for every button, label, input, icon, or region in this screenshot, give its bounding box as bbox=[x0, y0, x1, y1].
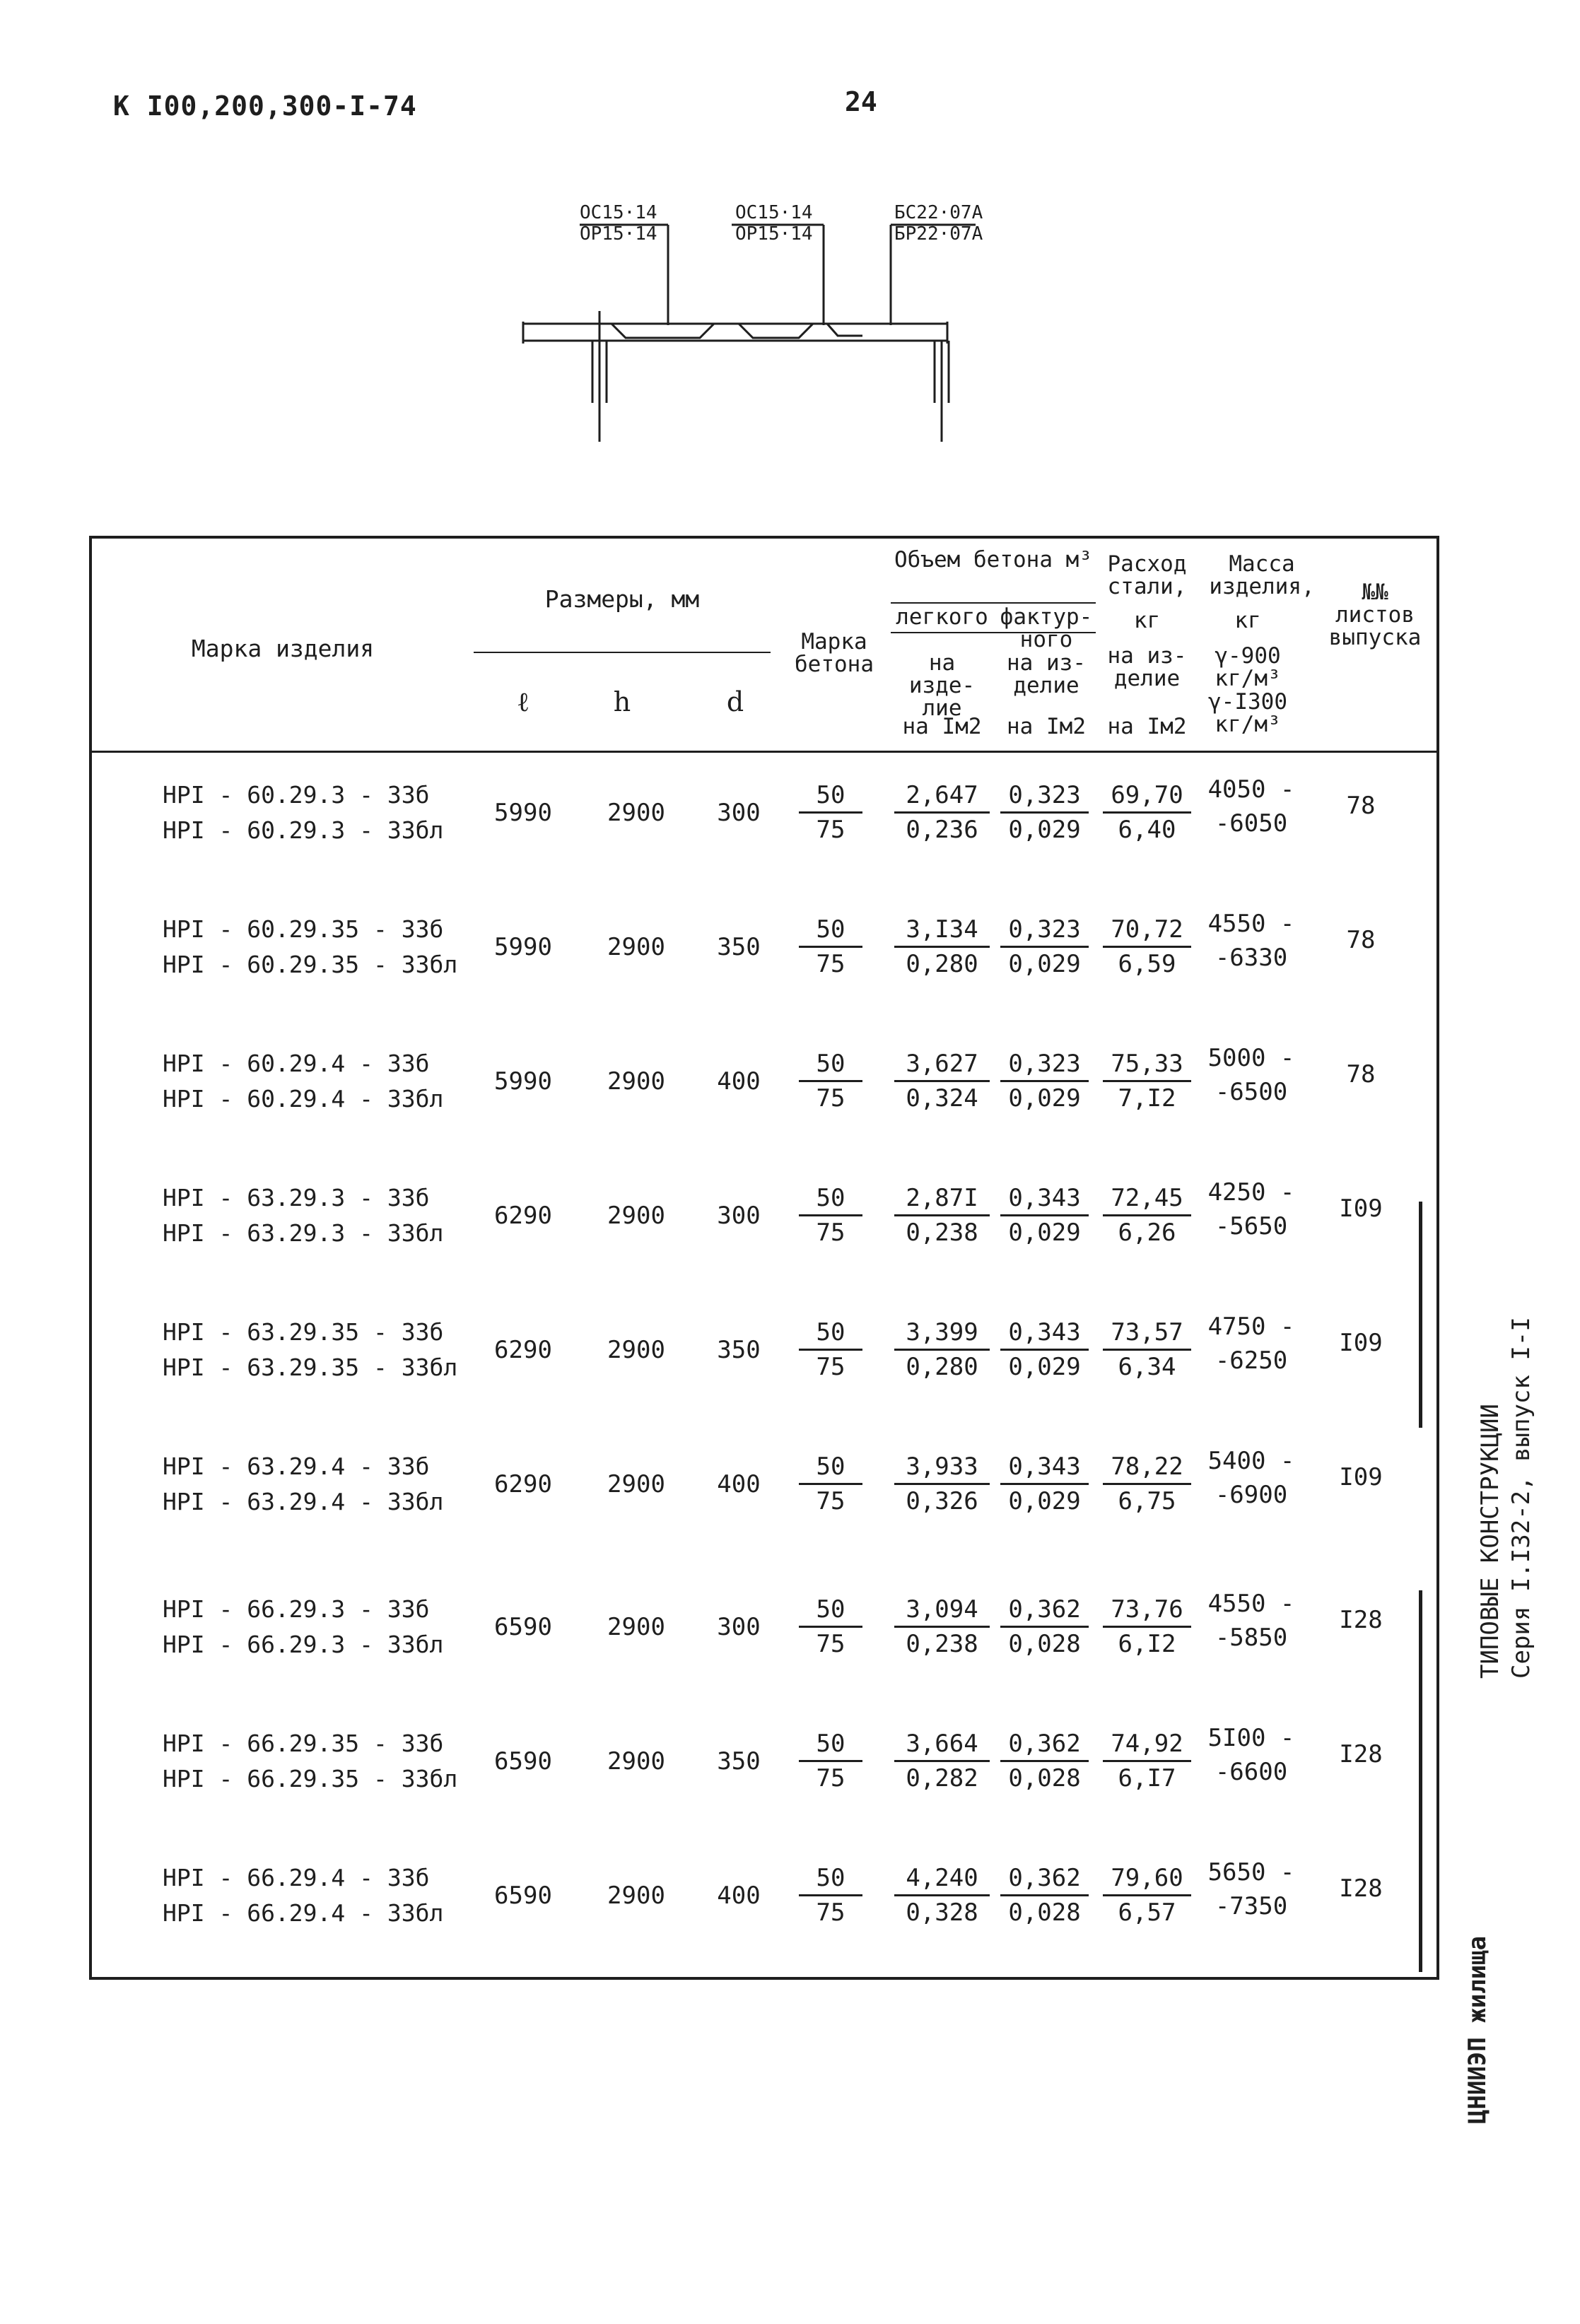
light-volume-per-m2: 0,238 bbox=[906, 1219, 978, 1247]
light-volume-per-item: 3,I34 bbox=[894, 913, 990, 948]
grade-fraction bbox=[799, 1727, 862, 1795]
side-title: ТИПОВЫЕ КОНСТРУКЦИИ bbox=[1476, 1404, 1504, 1679]
size-h: 2900 bbox=[607, 1470, 665, 1498]
light-volume-per-item: 3,627 bbox=[894, 1047, 990, 1082]
grade-per-item: 50 bbox=[799, 1593, 862, 1628]
light-volume-fraction bbox=[894, 1047, 990, 1115]
header-steel-m2: на Iм2 bbox=[1107, 714, 1187, 739]
steel-per-m2: 7,I2 bbox=[1118, 1084, 1176, 1113]
product-mark-l: НРI - 66.29.4 - 33бл bbox=[163, 1899, 444, 1927]
side-series: Серия I.I32-2, выпуск I-I bbox=[1507, 1317, 1535, 1679]
product-mark-l: НРI - 63.29.4 - 33бл bbox=[163, 1488, 444, 1515]
sheet-number: 78 bbox=[1346, 926, 1376, 954]
grade-fraction bbox=[799, 1450, 862, 1518]
light-volume-fraction bbox=[894, 779, 990, 846]
mass-min: 5650 - bbox=[1207, 1858, 1295, 1886]
steel-per-item: 73,76 bbox=[1103, 1593, 1191, 1628]
steel-fraction bbox=[1103, 779, 1191, 846]
sheet-number: I09 bbox=[1339, 1195, 1383, 1223]
size-h: 2900 bbox=[607, 1882, 665, 1910]
mass-max: -6050 bbox=[1215, 809, 1288, 838]
light-volume-per-item: 2,87I bbox=[894, 1182, 990, 1216]
finish-volume-per-m2: 0,029 bbox=[1008, 816, 1081, 844]
mass-max: -5850 bbox=[1215, 1624, 1288, 1652]
size-l: 6290 bbox=[494, 1470, 552, 1498]
size-h: 2900 bbox=[607, 799, 665, 827]
header-h: h bbox=[613, 686, 631, 717]
grade-per-item: 50 bbox=[799, 1182, 862, 1216]
light-volume-per-item: 3,933 bbox=[894, 1450, 990, 1485]
size-h: 2900 bbox=[607, 1202, 665, 1230]
size-l: 6290 bbox=[494, 1336, 552, 1364]
product-mark-l: НРI - 60.29.4 - 33бл bbox=[163, 1085, 444, 1113]
mass-max: -6600 bbox=[1215, 1758, 1288, 1786]
finish-volume-per-item: 0,343 bbox=[1000, 1182, 1089, 1216]
light-volume-fraction bbox=[894, 1727, 990, 1795]
header-per-item: на изде-лие bbox=[908, 650, 976, 721]
size-d: 300 bbox=[717, 1202, 761, 1230]
steel-fraction bbox=[1103, 1593, 1191, 1660]
light-volume-per-item: 3,664 bbox=[894, 1727, 990, 1762]
volume-underline bbox=[891, 602, 1096, 604]
steel-per-m2: 6,57 bbox=[1118, 1898, 1176, 1927]
grade-fraction bbox=[799, 1862, 862, 1929]
finish-volume-per-item: 0,362 bbox=[1000, 1727, 1089, 1762]
light-volume-per-m2: 0,236 bbox=[906, 816, 978, 844]
size-l: 5990 bbox=[494, 1067, 552, 1096]
sizes-underline bbox=[474, 652, 771, 653]
size-l: 6590 bbox=[494, 1613, 552, 1641]
steel-fraction bbox=[1103, 1316, 1191, 1383]
diagram-label-1: ОС15·14 ОР15·14 bbox=[580, 202, 657, 245]
finish-volume-fraction bbox=[1000, 779, 1089, 846]
product-mark: НРI - 66.29.4 - 33б bbox=[163, 1864, 430, 1891]
header-mass-unit: кг bbox=[1234, 608, 1261, 633]
header-per-m2: на Iм2 bbox=[902, 714, 982, 739]
grade-per-item: 50 bbox=[799, 913, 862, 948]
header-steel-unit: кг bbox=[1133, 608, 1161, 633]
header-per-item-finish: на из-делие bbox=[1007, 650, 1086, 698]
finish-volume-fraction bbox=[1000, 1593, 1089, 1660]
header-sheets: №№ листов выпуска bbox=[1328, 580, 1422, 650]
light-volume-fraction bbox=[894, 1862, 990, 1929]
light-volume-per-m2: 0,328 bbox=[906, 1898, 978, 1927]
light-volume-fraction bbox=[894, 1182, 990, 1249]
finish-volume-fraction bbox=[1000, 1862, 1089, 1929]
grade-per-m2: 75 bbox=[816, 1898, 845, 1927]
product-mark: НРI - 63.29.3 - 33б bbox=[163, 1184, 430, 1211]
size-l: 6290 bbox=[494, 1202, 552, 1230]
light-volume-per-item: 3,399 bbox=[894, 1316, 990, 1351]
product-mark-l: НРI - 63.29.35 - 33бл bbox=[163, 1354, 458, 1381]
light-volume-per-item: 2,647 bbox=[894, 779, 990, 814]
size-l: 6590 bbox=[494, 1882, 552, 1910]
size-h: 2900 bbox=[607, 1067, 665, 1096]
steel-fraction bbox=[1103, 1047, 1191, 1115]
size-d: 300 bbox=[717, 1613, 761, 1641]
grade-per-item: 50 bbox=[799, 1316, 862, 1351]
product-mark-l: НРI - 60.29.3 - 33бл bbox=[163, 816, 444, 844]
mass-min: 4750 - bbox=[1207, 1313, 1295, 1341]
mass-min: 4550 - bbox=[1207, 910, 1295, 938]
grade-per-m2: 75 bbox=[816, 1630, 845, 1658]
size-d: 400 bbox=[717, 1067, 761, 1096]
header-finish: фактур-ного bbox=[1000, 604, 1093, 652]
diagram-label-3: БС22·07А БР22·07А bbox=[894, 202, 983, 245]
finish-volume-fraction bbox=[1000, 1316, 1089, 1383]
grade-per-item: 50 bbox=[799, 1047, 862, 1082]
grade-fraction bbox=[799, 1182, 862, 1249]
finish-volume-per-item: 0,323 bbox=[1000, 913, 1089, 948]
header-light: легкого bbox=[896, 604, 988, 630]
finish-volume-per-m2: 0,028 bbox=[1008, 1898, 1081, 1927]
steel-per-item: 69,70 bbox=[1103, 779, 1191, 814]
finish-volume-per-item: 0,323 bbox=[1000, 1047, 1089, 1082]
header-mass-g1: γ-900 кг/м³ bbox=[1215, 643, 1281, 691]
grade-per-item: 50 bbox=[799, 779, 862, 814]
finish-volume-fraction bbox=[1000, 1182, 1089, 1249]
size-d: 400 bbox=[717, 1470, 761, 1498]
product-mark-l: НРI - 60.29.35 - 33бл bbox=[163, 951, 458, 978]
finish-volume-fraction bbox=[1000, 1047, 1089, 1115]
grade-per-m2: 75 bbox=[816, 1487, 845, 1515]
steel-per-item: 78,22 bbox=[1103, 1450, 1191, 1485]
light-volume-per-m2: 0,280 bbox=[906, 950, 978, 978]
finish-volume-per-item: 0,343 bbox=[1000, 1450, 1089, 1485]
steel-per-item: 75,33 bbox=[1103, 1047, 1191, 1082]
sheet-number: I09 bbox=[1339, 1329, 1383, 1357]
size-d: 350 bbox=[717, 1336, 761, 1364]
size-h: 2900 bbox=[607, 933, 665, 961]
header-d: d bbox=[726, 686, 744, 717]
steel-per-m2: 6,I7 bbox=[1118, 1764, 1176, 1792]
mass-min: 5400 - bbox=[1207, 1447, 1295, 1475]
light-volume-fraction bbox=[894, 1316, 990, 1383]
grade-per-m2: 75 bbox=[816, 1219, 845, 1247]
finish-volume-fraction bbox=[1000, 1450, 1089, 1518]
side-divider-bottom bbox=[1419, 1590, 1422, 1972]
mass-min: 4250 - bbox=[1207, 1178, 1295, 1207]
steel-per-item: 79,60 bbox=[1103, 1862, 1191, 1896]
grade-fraction bbox=[799, 779, 862, 846]
size-l: 5990 bbox=[494, 799, 552, 827]
side-institute: ЦНИИЭП жилища bbox=[1463, 1935, 1492, 2124]
header-sizes: Размеры, мм bbox=[544, 585, 700, 613]
size-l: 5990 bbox=[494, 933, 552, 961]
steel-per-m2: 6,59 bbox=[1118, 950, 1176, 978]
grade-per-m2: 75 bbox=[816, 816, 845, 844]
grade-per-item: 50 bbox=[799, 1862, 862, 1896]
header-bottom-line bbox=[92, 751, 1436, 753]
steel-per-m2: 6,26 bbox=[1118, 1219, 1176, 1247]
light-volume-per-m2: 0,238 bbox=[906, 1630, 978, 1658]
steel-per-m2: 6,75 bbox=[1118, 1487, 1176, 1515]
mass-min: 4050 - bbox=[1207, 775, 1295, 804]
data-table bbox=[89, 536, 1439, 1980]
finish-volume-per-m2: 0,028 bbox=[1008, 1630, 1081, 1658]
grade-fraction bbox=[799, 1593, 862, 1660]
header-per-m2-finish: на Iм2 bbox=[1007, 714, 1086, 739]
mass-max: -5650 bbox=[1215, 1212, 1288, 1240]
steel-per-m2: 6,34 bbox=[1118, 1353, 1176, 1381]
finish-volume-per-item: 0,343 bbox=[1000, 1316, 1089, 1351]
finish-volume-per-m2: 0,029 bbox=[1008, 1219, 1081, 1247]
mass-min: 5000 - bbox=[1207, 1044, 1295, 1072]
product-mark: НРI - 60.29.3 - 33б bbox=[163, 781, 430, 809]
header-volume: Объем бетона м³ bbox=[894, 547, 1092, 573]
product-mark: НРI - 60.29.4 - 33б bbox=[163, 1050, 430, 1077]
header-mass-g2: γ-I300 кг/м³ bbox=[1208, 689, 1287, 737]
light-volume-per-item: 4,240 bbox=[894, 1862, 990, 1896]
steel-per-m2: 6,I2 bbox=[1118, 1630, 1176, 1658]
product-mark-l: НРI - 66.29.3 - 33бл bbox=[163, 1631, 444, 1658]
light-volume-per-item: 3,094 bbox=[894, 1593, 990, 1628]
light-volume-fraction bbox=[894, 1450, 990, 1518]
mass-min: 4550 - bbox=[1207, 1590, 1295, 1618]
finish-volume-per-m2: 0,029 bbox=[1008, 1487, 1081, 1515]
sheet-number: 78 bbox=[1346, 792, 1376, 820]
sheet-number: I28 bbox=[1339, 1740, 1383, 1768]
light-volume-per-m2: 0,282 bbox=[906, 1764, 978, 1792]
sheet-number: I09 bbox=[1339, 1463, 1383, 1491]
header-steel: Расход стали, bbox=[1107, 551, 1187, 599]
light-volume-per-m2: 0,280 bbox=[906, 1353, 978, 1381]
size-d: 400 bbox=[717, 1882, 761, 1910]
document-code: К I00,200,300-I-74 bbox=[113, 90, 417, 122]
header-mark: Марка изделия bbox=[191, 635, 375, 662]
grade-fraction bbox=[799, 913, 862, 980]
grade-per-m2: 75 bbox=[816, 1084, 845, 1113]
size-d: 350 bbox=[717, 1747, 761, 1776]
steel-fraction bbox=[1103, 1182, 1191, 1249]
sheet-number: I28 bbox=[1339, 1606, 1383, 1634]
size-h: 2900 bbox=[607, 1613, 665, 1641]
header-mass: Масса изделия, bbox=[1209, 551, 1315, 599]
steel-fraction bbox=[1103, 1862, 1191, 1929]
light-volume-fraction bbox=[894, 1593, 990, 1660]
steel-per-item: 70,72 bbox=[1103, 913, 1191, 948]
sheet-number: 78 bbox=[1346, 1060, 1376, 1088]
mass-max: -6900 bbox=[1215, 1481, 1288, 1509]
finish-volume-per-item: 0,362 bbox=[1000, 1862, 1089, 1896]
product-mark-l: НРI - 66.29.35 - 33бл bbox=[163, 1765, 458, 1792]
steel-per-item: 72,45 bbox=[1103, 1182, 1191, 1216]
grade-per-item: 50 bbox=[799, 1727, 862, 1762]
finish-volume-fraction bbox=[1000, 1727, 1089, 1795]
header-steel-item: на из-делие bbox=[1107, 643, 1187, 691]
size-l: 6590 bbox=[494, 1747, 552, 1776]
page-number: 24 bbox=[845, 86, 877, 117]
product-mark: НРI - 66.29.35 - 33б bbox=[163, 1730, 444, 1757]
light-volume-per-m2: 0,324 bbox=[906, 1084, 978, 1113]
steel-per-m2: 6,40 bbox=[1118, 816, 1176, 844]
light-volume-fraction bbox=[894, 913, 990, 980]
product-mark: НРI - 60.29.35 - 33б bbox=[163, 915, 444, 943]
header-l: ℓ bbox=[516, 686, 530, 717]
product-mark: НРI - 63.29.35 - 33б bbox=[163, 1318, 444, 1346]
steel-per-item: 73,57 bbox=[1103, 1316, 1191, 1351]
mass-min: 5I00 - bbox=[1207, 1724, 1295, 1752]
diagram-label-2: ОС15·14 ОР15·14 bbox=[735, 202, 813, 245]
mass-max: -6500 bbox=[1215, 1078, 1288, 1106]
mass-max: -6250 bbox=[1215, 1346, 1288, 1375]
mass-max: -7350 bbox=[1215, 1892, 1288, 1920]
steel-fraction bbox=[1103, 1450, 1191, 1518]
grade-per-m2: 75 bbox=[816, 1764, 845, 1792]
product-mark: НРI - 63.29.4 - 33б bbox=[163, 1452, 430, 1480]
steel-per-item: 74,92 bbox=[1103, 1727, 1191, 1762]
size-d: 300 bbox=[717, 799, 761, 827]
finish-volume-per-m2: 0,029 bbox=[1008, 950, 1081, 978]
size-d: 350 bbox=[717, 933, 761, 961]
header-concrete-grade: Марка бетона bbox=[795, 629, 874, 677]
finish-volume-per-m2: 0,029 bbox=[1008, 1353, 1081, 1381]
size-h: 2900 bbox=[607, 1747, 665, 1776]
steel-fraction bbox=[1103, 913, 1191, 980]
mass-max: -6330 bbox=[1215, 944, 1288, 972]
light-volume-per-m2: 0,326 bbox=[906, 1487, 978, 1515]
side-divider-top bbox=[1419, 1202, 1422, 1428]
grade-per-item: 50 bbox=[799, 1450, 862, 1485]
finish-volume-per-item: 0,323 bbox=[1000, 779, 1089, 814]
finish-volume-per-m2: 0,029 bbox=[1008, 1084, 1081, 1113]
grade-per-m2: 75 bbox=[816, 950, 845, 978]
grade-per-m2: 75 bbox=[816, 1353, 845, 1381]
finish-volume-per-m2: 0,028 bbox=[1008, 1764, 1081, 1792]
grade-fraction bbox=[799, 1047, 862, 1115]
sheet-number: I28 bbox=[1339, 1874, 1383, 1903]
product-mark-l: НРI - 63.29.3 - 33бл bbox=[163, 1219, 444, 1247]
grade-fraction bbox=[799, 1316, 862, 1383]
finish-volume-fraction bbox=[1000, 913, 1089, 980]
finish-volume-per-item: 0,362 bbox=[1000, 1593, 1089, 1628]
product-mark: НРI - 66.29.3 - 33б bbox=[163, 1595, 430, 1623]
steel-fraction bbox=[1103, 1727, 1191, 1795]
size-h: 2900 bbox=[607, 1336, 665, 1364]
